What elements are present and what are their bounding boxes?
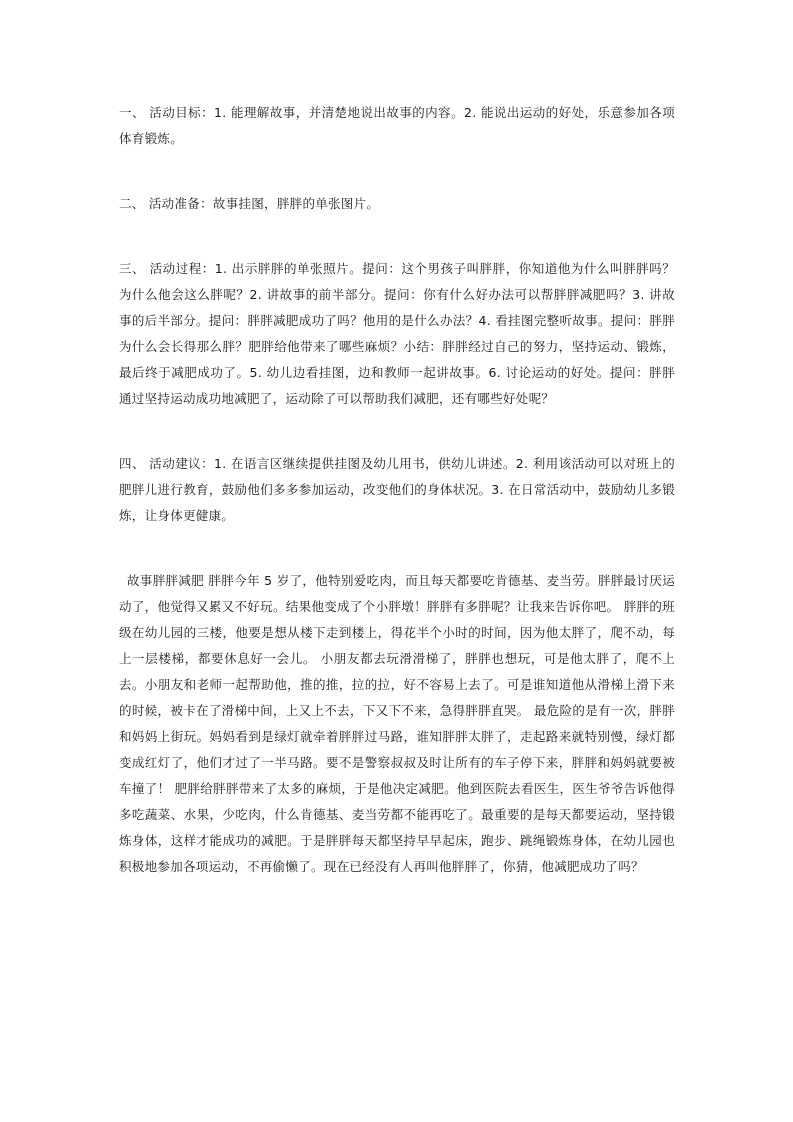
activity-suggestions-paragraph: 四、 活动建议：1. 在语言区继续提供挂图及幼儿用书，供幼儿讲述。2. 利用该活动可以对班上的肥胖儿进行教育，鼓励他们多多参加运动，改变他们的身体状况。3. 在日常活动中，鼓励幼儿多锻炼，让身体更健康。 [119,456,675,523]
paragraph-gap [119,217,675,256]
activity-goals-paragraph: 一、 活动目标：1. 能理解故事，并清楚地说出故事的内容。2. 能说出运动的好处，乐意参加各项体育锻炼。 [119,105,675,146]
activity-process-paragraph: 三、 活动过程：1. 出示胖胖的单张照片。提问：这个男孩子叫胖胖，你知道他为什么叫胖胖吗？为什么他会这么胖呢？2. 讲故事的前半部分。提问：你有什么好办法可以帮胖胖减肥吗？3. 讲故事的后半部分。提问：胖胖减肥成功了吗？他用的是什么办法？4. 看挂图完整听故事。提问：胖胖为什么会长得那么胖？肥胖给他带来了哪些麻烦？小结：胖胖经过自己的努力，坚持运动、锻炼，最后终于减肥成功了。5. 幼儿边看挂图，边和教师一起讲故事。6. 讨论运动的好处。提问：胖胖通过坚持运动成功地减肥了，运动除了可以帮助我们减肥，还有哪些好处呢？ [119,261,675,406]
paragraph-gap [119,529,675,568]
activity-preparation-paragraph: 二、 活动准备：故事挂图，胖胖的单张图片。 [119,196,380,211]
paragraph-gap [119,152,675,191]
story-paragraph: 故事胖胖减肥 胖胖今年 5 岁了，他特别爱吃肉，而且每天都要吃肯德基、麦当劳。胖胖最讨厌运动了，他觉得又累又不好玩。结果他变成了个小胖墩！胖胖有多胖呢？让我来告诉你吧。 胖胖的班级在幼儿园的三楼，他要是想从楼下走到楼上，得花半个小时的时间，因为他太胖了，爬不动，每上一层楼梯，都要休息好一会儿。 小朋友都去玩滑滑梯了，胖胖也想玩，可是他太胖了，爬不上去。小朋友和老师一起帮助他，推的推，拉的拉，好不容易上去了。可是谁知道他从滑梯上滑下来的时候，被卡在了滑梯中间，上又上不去，下又下不来，急得胖胖直哭。 最危险的是有一次，胖胖和妈妈上街玩。妈妈看到是绿灯就牵着胖胖过马路，谁知胖胖太胖了，走起路来就特别慢，绿灯都变成红灯了，他们才过了一半马路。要不是警察叔叔及时让所有的车子停下来，胖胖和妈妈就要被车撞了！ 肥胖给胖胖带来了太多的麻烦，于是他决定减肥。他到医院去看医生，医生爷爷告诉他得多吃蔬菜、水果，少吃肉，什么肯德基、麦当劳都不能再吃了。最重要的是每天都要运动，坚持锻炼身体，这样才能成功的减肥。于是胖胖每天都坚持早早起床，跑步、跳绳锻炼身体，在幼儿园也积极地参加各项运动，不再偷懒了。现在已经没有人再叫他胖胖了，你猜，他减肥成功了吗？ [119,573,675,874]
document-page [119,100,675,880]
paragraph-gap [119,412,675,451]
